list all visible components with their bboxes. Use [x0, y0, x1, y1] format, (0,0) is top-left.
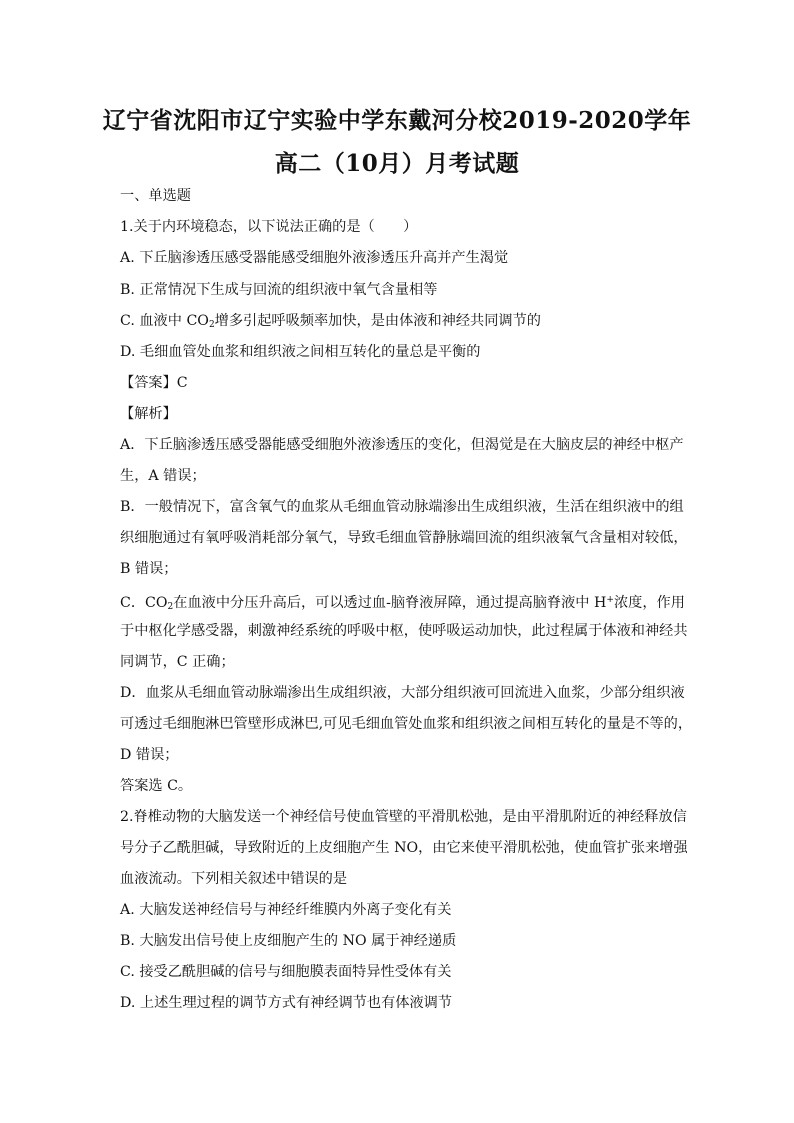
question-2-stem-line-2: 号分子乙酰胆碱，导致附近的上皮细胞产生 NO，由它来使平滑肌松弛，使血管扩张来增强: [120, 840, 688, 856]
analysis-d-line-3: D 错误；: [120, 747, 179, 763]
question-2-stem-line-1: 2.脊椎动物的大脑发送一个神经信号使血管壁的平滑肌松弛，是由平滑肌附近的神经释放信: [120, 809, 687, 825]
analysis-d-line-1: D．血浆从毛细血管动脉端渗出生成组织液，大部分组织液可回流进入血浆，少部分组织液: [120, 685, 685, 701]
analysis-a-line-2: 生，A 错误；: [120, 468, 206, 484]
analysis-heading: 【解析】: [120, 406, 177, 422]
question-2-option-d: D. 上述生理过程的调节方式有神经调节也有体液调节: [120, 995, 453, 1011]
analysis-a-line-1: A．下丘脑渗透压感受器能感受细胞外液渗透压的变化，但渴觉是在大脑皮层的神经中枢产: [120, 437, 684, 453]
analysis-d-line-2: 可透过毛细胞淋巴管壁形成淋巴,可见毛细血管处血浆和组织液之间相互转化的量是不等的，: [120, 716, 693, 732]
document-title-line-1: 辽宁省沈阳市辽宁实验中学东戴河分校2019-2020学年: [102, 107, 692, 134]
analysis-b-line-1: B．一般情况下，富含氧气的血浆从毛细血管动脉端渗出生成组织液，生活在组织液中的组: [120, 499, 684, 515]
question-2-stem-line-3: 血液流动。下列相关叙述中错误的是: [120, 871, 348, 887]
section-heading: 一、单选题: [120, 188, 191, 204]
analysis-b-line-2: 织细胞通过有氧呼吸消耗部分氧气，导致毛细血管静脉端回流的组织液氧气含量相对较低，: [120, 530, 688, 546]
analysis-b-line-3: B 错误；: [120, 561, 178, 577]
question-2-option-a: A. 大脑发送神经信号与神经纤维膜内外离子变化有关: [120, 902, 452, 918]
question-1-option-b: B. 正常情况下生成与回流的组织液中氧气含量相等: [120, 282, 438, 298]
question-2-option-c: C. 接受乙酰胆碱的信号与细胞膜表面特异性受体有关: [120, 964, 452, 980]
analysis-c-line-1: C．$CO_2$在血液中分压升高后，可以透过血-脑脊液屏障，通过提高脑脊液中 H+浓度，作用: [120, 595, 685, 612]
question-1-option-d: D. 毛细血管处血浆和组织液之间相互转化的量总是平衡的: [120, 344, 481, 360]
answer-conclusion: 答案选 C。: [120, 778, 193, 794]
document-title-line-2: 高二（10月）月考试题: [274, 150, 520, 177]
analysis-c-line-3: 同调节，C 正确；: [120, 654, 235, 670]
question-1-stem: 1.关于内环境稳态，以下说法正确的是（ ）: [120, 219, 418, 235]
question-2-option-b: B. 大脑发出信号使上皮细胞产生的 NO 属于神经递质: [120, 933, 457, 949]
answer-label: 【答案】C: [120, 375, 188, 391]
question-1-option-c: C. 血液中 $CO_2$增多引起呼吸频率加快，是由体液和神经共同调节的: [120, 313, 541, 330]
question-1-option-a: A. 下丘脑渗透压感受器能感受细胞外液渗透压升高并产生渴觉: [120, 250, 509, 266]
analysis-c-line-2: 于中枢化学感受器，刺激神经系统的呼吸中枢，使呼吸运动加快，此过程属于体液和神经共: [120, 623, 688, 639]
